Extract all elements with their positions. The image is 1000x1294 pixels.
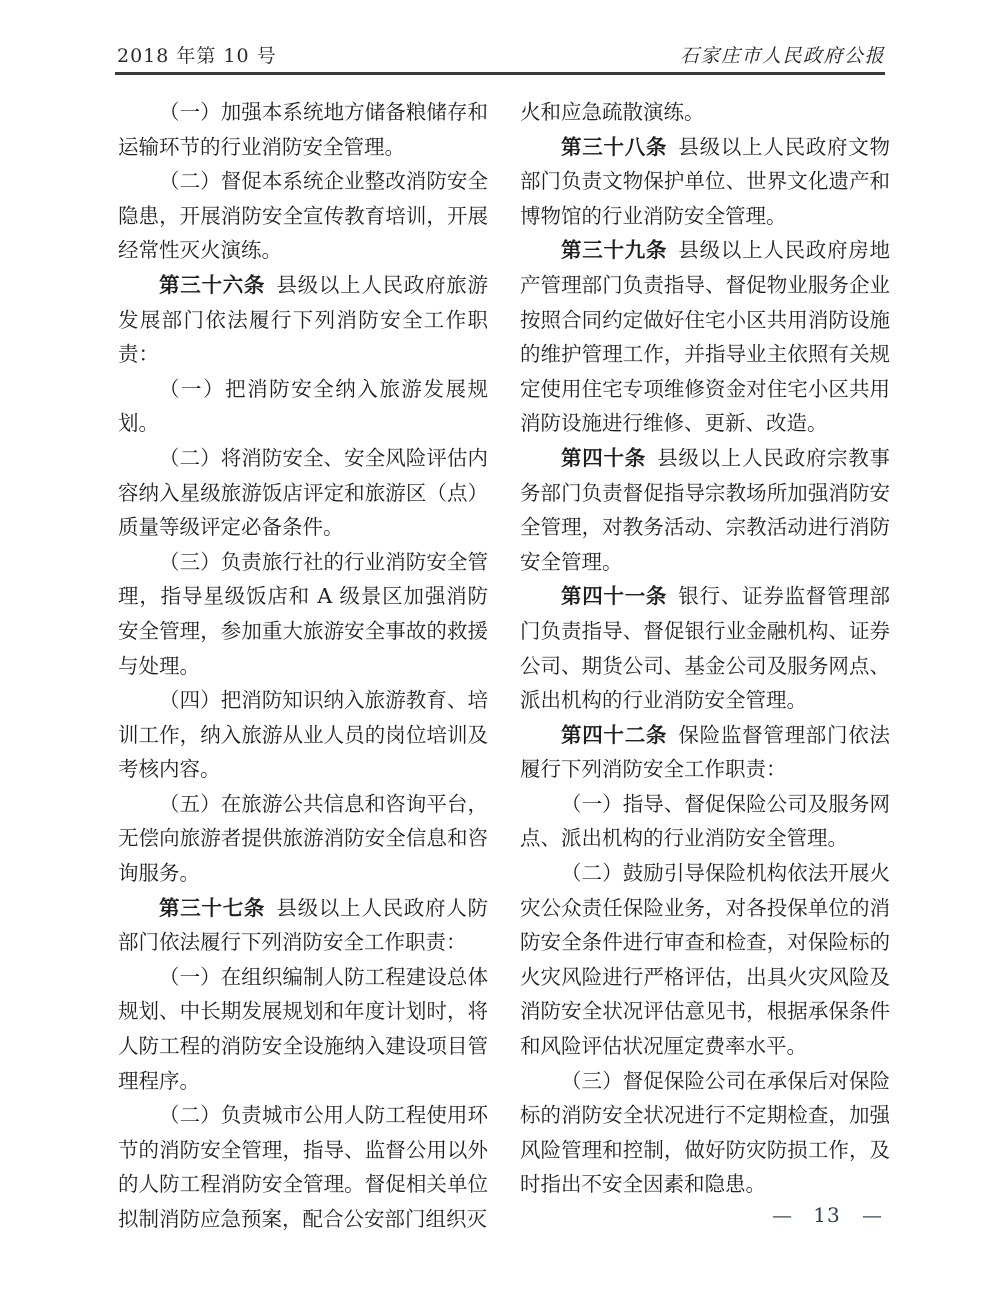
paragraph: （二）督促本系统企业整改消防安全隐患，开展消防安全宣传教育培训，开展经常性灭火演练。 [118, 169, 488, 263]
page-number-value: 13 [813, 1203, 841, 1227]
paragraph: （一）加强本系统地方储备粮储存和运输环节的行业消防安全管理。 [118, 100, 488, 159]
paragraph: （一）指导、督促保险公司及服务网点、派出机构的行业消防安全管理。 [520, 791, 890, 851]
paragraph: （五）在旅游公共信息和咨询平台，无偿向旅游者提供旅游消防安全信息和咨询服务。 [118, 791, 488, 886]
article-number: 第四十二条 [561, 722, 668, 747]
paragraph: （二）将消防安全、安全风险评估内容纳入星级旅游饭店评定和旅游区（点）质量等级评定必备条件。 [118, 445, 488, 540]
document-body [118, 95, 890, 1237]
paragraph: （三）督促保险公司在承保后对保险标的消防安全状况进行不定期检查，加强风险管理和控制，做好防灾防损工作，及时指出不安全因素和隐患。 [520, 1068, 890, 1197]
article-paragraph: 第四十一条 银行、证券监督管理部门负责指导、督促银行业金融机构、证券公司、期货公司、基金公司及服务网点、派出机构的行业消防安全管理。 [520, 584, 891, 713]
header-divider [115, 72, 885, 75]
page-number [772, 1203, 882, 1227]
paragraph: （二）鼓励引导保险机构依法开展火灾公众责任保险业务，对各投保单位的消防安全条件进行审查和检查，对保险标的火灾风险进行严格评估，出具火灾风险及消防安全状况评估意见书，根据承保条件和风险评估状况厘定费率水平。 [520, 861, 890, 1059]
article-paragraph: 第三十六条 县级以上人民政府旅游发展部门依法履行下列消防安全工作职责： [118, 272, 489, 367]
page-number-dash-left: — [772, 1203, 792, 1227]
paragraph: （二）负责城市公用人防工程使用环节的消防安全管理，指导、监督公用以外的人防工程消防安全管理。督促相关单位拟制消防应急预案，配合公安部门组织灭 [118, 1103, 488, 1231]
article-paragraph: 第三十九条 县级以上人民政府房地产管理部门负责指导、督促物业服务企业按照合同约定做好住宅小区共用消防设施的维护管理工作，并指导业主依照有关规定使用住宅专项维修资金对住宅小区共用消防设施进行维修、更新、改造。 [520, 238, 891, 436]
gazette-title: 石家庄市人民政府公报 [679, 45, 885, 67]
article-number: 第三十七条 [159, 895, 266, 920]
paragraph: 火和应急疏散演练。 [520, 100, 705, 124]
paragraph: （一）在组织编制人防工程建设总体规划、中长期发展规划和年度计划时，将人防工程的消防安全设施纳入建设项目管理程序。 [118, 964, 488, 1093]
paragraph: （三）负责旅行社的行业消防安全管理，指导星级饭店和 A 级景区加强消防安全管理，参加重大旅游安全事故的救援与处理。 [118, 549, 488, 678]
page-number-dash-right: — [861, 1203, 882, 1227]
article-paragraph: 第四十条 县级以上人民政府宗教事务部门负责督促指导宗教场所加强消防安全管理，对教务活动、宗教活动进行消防安全管理。 [520, 445, 891, 574]
article-paragraph: 第三十八条 县级以上人民政府文物部门负责文物保护单位、世界文化遗产和博物馆的行业消防安全管理。 [520, 134, 891, 228]
page-header [117, 28, 885, 70]
article-number: 第三十九条 [561, 238, 668, 263]
issue-label: 2018 年第 10 号 [117, 45, 277, 67]
paragraph: （四）把消防知识纳入旅游教育、培训工作，纳入旅游从业人员的岗位培训及考核内容。 [118, 688, 488, 782]
article-number: 第四十条 [561, 445, 646, 470]
article-paragraph: 第四十二条 保险监督管理部门依法履行下列消防安全工作职责： [520, 722, 891, 782]
column-right [520, 95, 890, 1237]
article-number: 第四十一条 [561, 584, 668, 609]
column-left [118, 95, 488, 1237]
paragraph: （一）把消防安全纳入旅游发展规划。 [118, 376, 488, 436]
article-paragraph: 第三十七条 县级以上人民政府人防部门依法履行下列消防安全工作职责： [118, 895, 489, 955]
article-number: 第三十六条 [159, 272, 266, 297]
article-number: 第三十八条 [561, 134, 668, 159]
